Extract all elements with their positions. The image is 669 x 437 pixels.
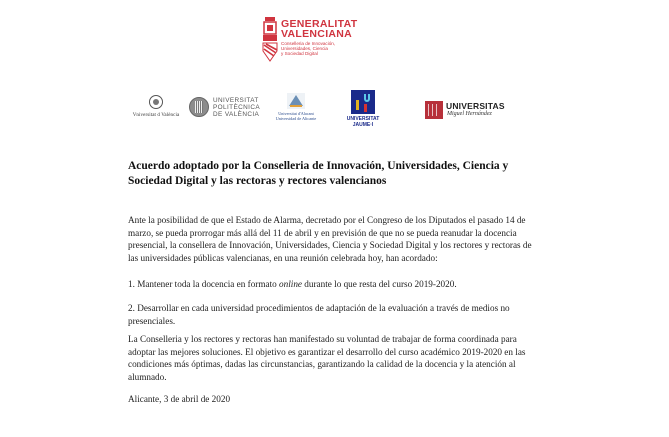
upv-line2: POLITÈCNICA [213, 104, 261, 111]
umh-name: UNIVERSITAS [446, 101, 505, 111]
upv-line1: UNIVERSITAT [213, 97, 259, 104]
item1-text-before: 1. Mantener toda la docencia en formato [128, 279, 280, 289]
conselleria-line2: Universidades, Ciencia [281, 46, 328, 52]
item1-text-after: durante lo que resta del curso 2019-2020. [302, 279, 457, 289]
agreement-item-1 [128, 278, 538, 291]
upv-seal-icon [189, 97, 209, 117]
uji-line2: JAUME·I [352, 122, 374, 128]
ua-line1: Universitat d'Alacant [278, 111, 314, 116]
agreement-item-2: 2. Desarrollar en cada universidad procedimientos de adaptación de la evaluación a través de medios no presenciales. [128, 303, 510, 326]
upv-line3: DE VALÈNCIA [213, 111, 260, 118]
uji-mark-icon [351, 90, 375, 114]
umh-mark-icon [425, 101, 443, 119]
generalitat-name-line2: VALENCIANA [281, 28, 353, 40]
closing-paragraph: La Conselleria y los rectores y rectoras han manifestado su voluntad de trabajar de forma coordinada para adoptar las mejores soluciones. El objetivo es garantizar el desarrollo del curso académico 2019-2020 en las condiciones más óptimas, dadas las circunstancias, garantizando la calidad de la docencia y la atención al alumnado. [128, 334, 526, 382]
generalitat-valenciana-logo [262, 17, 372, 67]
alicante-triangle-icon [287, 93, 305, 109]
conselleria-line3: y Sociedad Digital [281, 51, 318, 57]
conselleria-line1: Conselleria de Innovación, [281, 41, 336, 46]
university-seal-icon [149, 95, 163, 109]
universidad-miguel-hernandez-logo [425, 100, 505, 122]
ua-line2: Universidad de Alicante [275, 116, 317, 121]
uv-text: Vniversitat d València [132, 113, 180, 118]
universitat-de-valencia-logo [131, 95, 181, 125]
generalitat-emblem-icon [262, 17, 278, 63]
generalitat-text [281, 19, 357, 57]
universitat-politecnica-valencia-logo [189, 96, 261, 122]
uji-line1: UNIVERSITAT [346, 116, 380, 122]
item1-online-italic: online [279, 279, 302, 289]
generalitat-name-line1: GENERALITAT [281, 18, 358, 30]
signature-place-date: Alicante, 3 de abril de 2020 [128, 394, 231, 404]
umh-sub: Miguel Hernández [447, 111, 492, 117]
universidad-alicante-logo [272, 93, 320, 127]
document-title: Acuerdo adoptado por la Conselleria de Innovación, Universidades, Ciencia y Sociedad Digital y las rectoras y rectores valencianos [128, 160, 509, 187]
universitat-jaume-i-logo [346, 90, 380, 132]
intro-paragraph: Ante la posibilidad de que el Estado de Alarma, decretado por el Congreso de los Diputados el pasado 14 de marzo, se pueda prorrogar más allá del 11 de abril y en previsión de que no se pueda reanudar la docencia presencial, la consellera de Innovación, Universidades, Ciencia y Sociedad Digital y los rectores y rectoras de las universidades públicas valencianas, en una reunión celebrada hoy, han acordado: [128, 215, 532, 263]
